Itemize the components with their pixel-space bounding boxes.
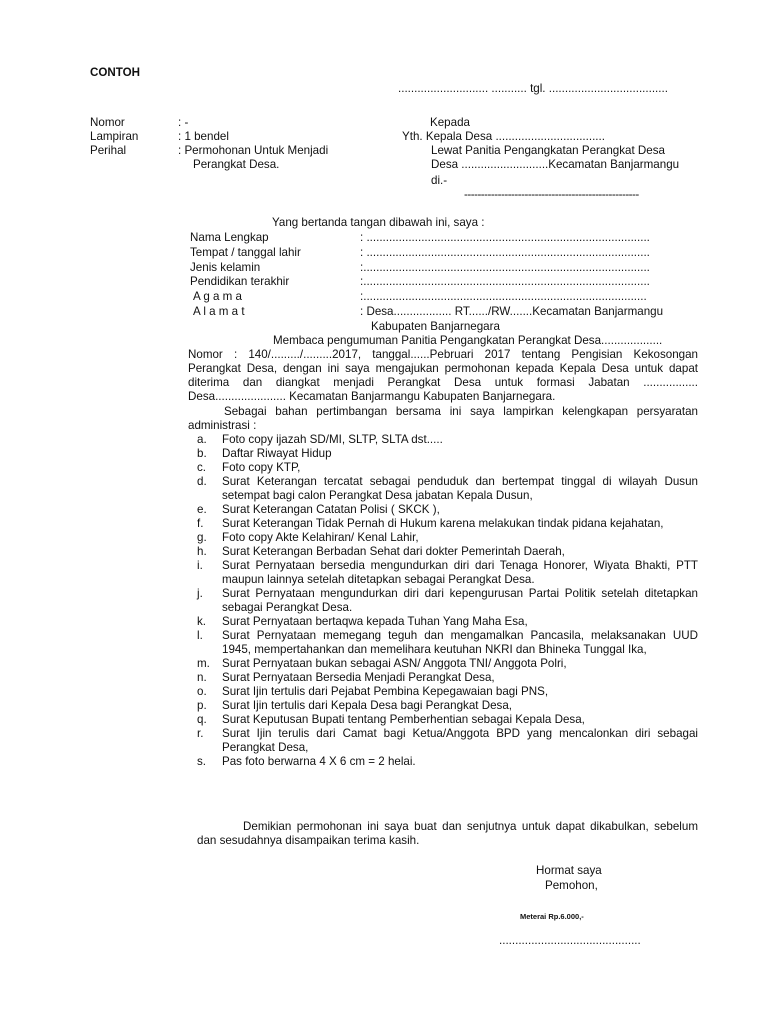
intro-text: Yang bertanda tangan dibawah ini, saya : <box>272 216 485 229</box>
list-item <box>197 433 698 447</box>
list-item <box>197 699 698 713</box>
paragraph2-body: Sebagai bahan pertimbangan bersama ini saya lampirkan kelengkapan persyaratan administrasi : <box>188 405 698 432</box>
list-letter: b. <box>197 447 207 460</box>
list-text: Surat Ijin tertulis dari Pejabat Pembina Kepegawaian bagi PNS, <box>222 685 549 698</box>
list-letter: d. <box>197 475 207 488</box>
list-item <box>197 629 698 657</box>
lewat-line: Lewat Panitia Pengangkatan Perangkat Desa <box>431 144 665 157</box>
lampiran-value: : 1 bendel <box>178 130 229 143</box>
list-item <box>197 755 698 769</box>
list-letter: m. <box>197 657 210 670</box>
perihal-value-1: : Permohonan Untuk Menjadi <box>178 144 329 157</box>
field-value-agama: :........................................................................................ <box>360 290 647 303</box>
pemohon-text: Pemohon, <box>545 879 598 892</box>
list-item <box>197 545 698 559</box>
perihal-label: Perihal <box>90 144 127 157</box>
date-line: ............................ ........... tgl. ..................................... <box>398 82 668 95</box>
list-text: Surat Pernyataan bertaqwa kepada Tuhan Yang Maha Esa, <box>222 615 528 628</box>
list-item <box>197 657 698 671</box>
nomor-label: Nomor <box>90 116 125 129</box>
field-label-ttl: Tempat / tanggal lahir <box>190 246 301 259</box>
list-letter: i. <box>197 559 203 572</box>
list-text: Surat Ijin tertulis dari Kepala Desa bagi Perangkat Desa, <box>222 699 513 712</box>
yth-line: Yth. Kepala Desa .................................. <box>402 130 605 143</box>
field-label-pendidikan: Pendidikan terakhir <box>190 275 290 288</box>
list-letter: f. <box>197 517 204 530</box>
paragraph1-body: Nomor : 140/........./.........2017, tanggal......Pebruari 2017 tentang Pengisian Kekosongan Perangkat Desa, dengan ini saya mengajukan permohonan kepada Kepala Desa untuk dapat diterima dan diangkat menjadi Perangkat Desa untuk formasi Jabatan ................. Desa...................... Kecamatan Banjarmangu Kabupaten Banjarnegara. <box>188 348 698 403</box>
list-letter: c. <box>197 461 207 474</box>
list-item <box>197 713 698 727</box>
list-text: Foto copy Akte Kelahiran/ Kenal Lahir, <box>222 531 419 544</box>
di-line: di.- <box>431 174 448 187</box>
list-item <box>197 685 698 699</box>
list-text: Foto copy KTP, <box>222 461 301 474</box>
list-text: Surat Keterangan Berbadan Sehat dari dokter Pemerintah Daerah, <box>222 545 565 558</box>
doc-heading-contoh: CONTOH <box>90 66 141 79</box>
list-letter: e. <box>197 503 207 516</box>
list-item <box>197 727 698 755</box>
list-letter: o. <box>197 685 207 698</box>
field-label-jenis-kelamin: Jenis kelamin <box>190 261 261 274</box>
kepada-text: Kepada <box>430 116 470 129</box>
list-item <box>197 475 698 503</box>
list-text: Foto copy ijazah SD/MI, SLTP, SLTA dst..... <box>222 433 443 446</box>
list-item <box>197 531 698 545</box>
list-letter: p. <box>197 699 207 712</box>
list-letter: h. <box>197 545 207 558</box>
list-text: Surat Keterangan tercatat sebagai penduduk dan bertempat tinggal di wilayah Dusun setempat bagi calon Perangkat Desa jabatan Kepala Dusun, <box>222 475 698 502</box>
meterai-text: Meterai Rp.6.000,- <box>520 912 584 921</box>
nomor-value: : - <box>178 116 189 129</box>
list-text: Surat Pernyataan bersedia mengundurkan diri dari Tenaga Honorer, Wiyata Bhakti, PTT maupun lainnya setelah ditetapkan sebagai Perangkat Desa. <box>222 559 698 586</box>
field-value-jenis-kelamin: :......................................................................................... <box>360 261 650 274</box>
list-letter: s. <box>197 755 207 768</box>
list-text: Pas foto berwarna 4 X 6 cm = 2 helai. <box>222 755 416 768</box>
field-value-pendidikan: :......................................................................................... <box>360 275 650 288</box>
list-item <box>197 517 698 531</box>
list-item <box>197 559 698 587</box>
field-value-ttl: : ........................................................................................ <box>360 246 650 259</box>
perihal-value-2: Perangkat Desa. <box>193 158 280 171</box>
list-letter: j. <box>197 587 203 600</box>
list-text: Surat Pernyataan memegang teguh dan mengamalkan Pancasila, melaksanakan UUD 1945, mempertahankan dan memelihara keutuhan NKRI dan Bhineka Tunggal Ika, <box>222 629 698 656</box>
list-letter: n. <box>197 671 207 684</box>
list-item <box>197 461 698 475</box>
lampiran-label: Lampiran <box>90 130 139 143</box>
list-text: Daftar Riwayat Hidup <box>222 447 332 460</box>
list-text: Surat Keterangan Tidak Pernah di Hukum karena melakukan tindak pidana kejahatan, <box>222 517 664 530</box>
list-letter: l. <box>197 629 203 642</box>
list-item <box>197 503 698 517</box>
list-letter: a. <box>197 433 207 446</box>
list-item <box>197 447 698 461</box>
address-underline: ---------------------------------------------------- <box>464 188 639 201</box>
field-value-kabupaten: Kabupaten Banjarnegara <box>371 320 500 333</box>
list-text: Surat Pernyataan mengundurkan diri dari kepengurusan Partai Politik setelah ditetapkan sebagai Perangkat Desa. <box>222 587 698 614</box>
list-item <box>197 671 698 685</box>
field-label-agama: A g a m a <box>193 290 242 303</box>
list-text: Surat Keterangan Catatan Polisi ( SKCK ), <box>222 503 440 516</box>
list-text: Surat Ijin terulis dari Camat bagi Ketua/Anggota BPD yang mencalonkan diri sebagai Perangkat Desa, <box>222 727 698 754</box>
desa-line: Desa ...........................Kecamatan Banjarmangu <box>431 158 680 171</box>
list-letter: r. <box>197 727 204 740</box>
list-text: Surat Keputusan Bupati tentang Pemberhentian sebagai Kepala Desa, <box>222 713 585 726</box>
field-value-alamat: : Desa.................. RT....../RW.......Kecamatan Banjarmangu <box>360 305 664 318</box>
list-letter: q. <box>197 713 207 726</box>
list-item <box>197 587 698 615</box>
list-text: Surat Pernyataan Bersedia Menjadi Perangkat Desa, <box>222 671 495 684</box>
list-letter: k. <box>197 615 207 628</box>
requirements-list <box>197 433 698 769</box>
closing-paragraph: Demikian permohonan ini saya buat dan senjutnya untuk dapat dikabulkan, sebelum dan sesudahnya disampaikan terima kasih. <box>197 820 698 847</box>
list-item <box>197 615 698 629</box>
paragraph1-first-line: Membaca pengumuman Panitia Pengangkatan Perangkat Desa................... <box>273 334 663 347</box>
field-label-nama: Nama Lengkap <box>190 231 269 244</box>
signature-line: ............................................ <box>499 934 641 947</box>
list-text: Surat Pernyataan bukan sebagai ASN/ Anggota TNI/ Anggota Polri, <box>222 657 567 670</box>
field-label-alamat: A l a m a t <box>193 305 245 318</box>
hormat-text: Hormat saya <box>536 864 602 877</box>
list-letter: g. <box>197 531 207 544</box>
field-value-nama: : ........................................................................................ <box>360 231 650 244</box>
